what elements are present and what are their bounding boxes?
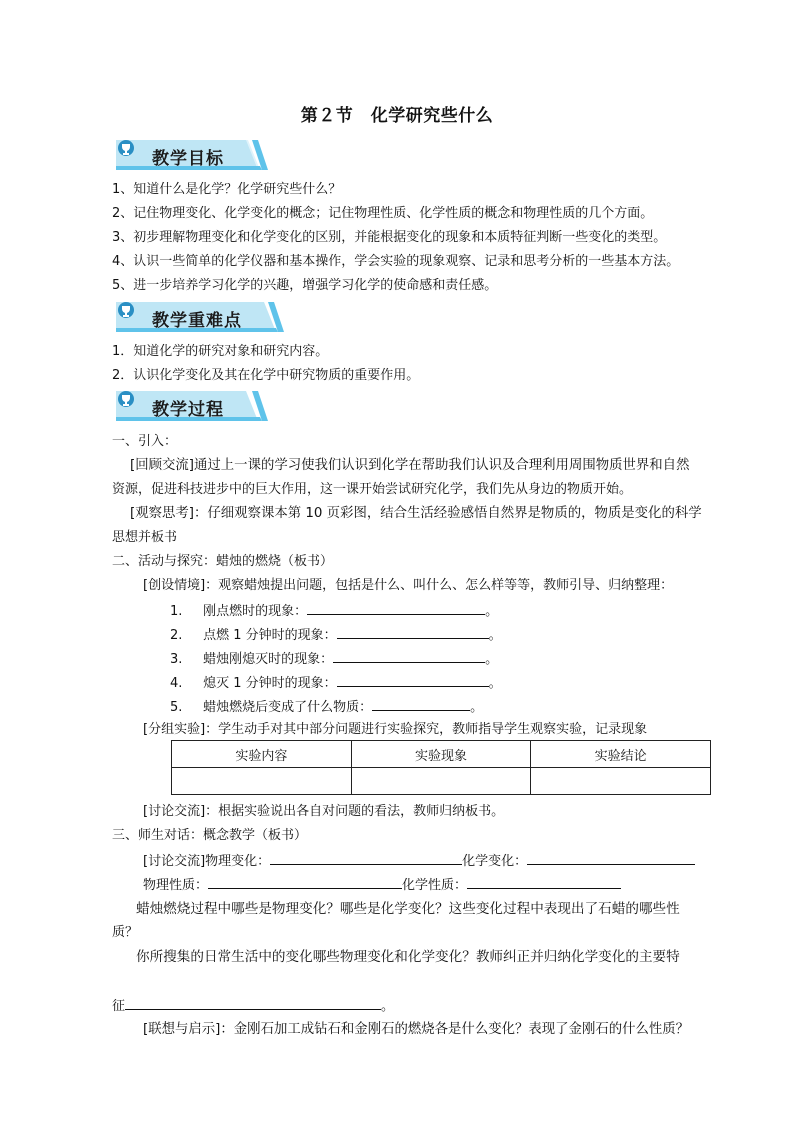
review-text: [回顾交流]通过上一课的学习使我们认识到化学在帮助我们认识及合理利用周围物质世界和自然 [130, 458, 690, 473]
answer-blank[interactable] [307, 601, 485, 615]
section-label: 教学过程 [152, 400, 224, 420]
keypoint-item: 1．知道化学的研究对象和研究内容。 [112, 344, 329, 359]
section-banner-keypoints [116, 302, 284, 332]
concept-line-properties: 物理性质： 化学性质： [143, 875, 621, 895]
activity-heading: 二、活动与探究：蜡烛的燃烧（板书） [112, 554, 334, 569]
observe-text: [观察思考]：仔细观察课本第 10 页彩图，结合生活经验感悟自然界是物质的，物质是变化的科学 [130, 506, 702, 521]
goal-item: 3、初步理解物理变化和化学变化的区别，并能根据变化的现象和本质特征判断一些变化的类型。 [112, 230, 667, 245]
table-header-cell: 实验现象 [351, 741, 531, 768]
table-cell-empty[interactable] [531, 768, 711, 795]
candle-question: 质？ [112, 925, 139, 940]
table-row [172, 768, 711, 795]
goal-item: 5、进一步培养学习化学的兴趣，增强学习化学的使命感和责任感。 [112, 278, 498, 293]
review-text: 资源，促进科技进步中的巨大作用，这一课开始尝试研究化学，我们先从身边的物质开始。 [112, 482, 633, 497]
association-text: [联想与启示]：金刚石加工成钻石和金刚石的燃烧各是什么变化？表现了金刚石的什么性质？ [143, 1022, 690, 1037]
trophy-icon [116, 140, 136, 158]
table-header-cell: 实验结论 [531, 741, 711, 768]
table-header-row [172, 741, 711, 768]
intro-heading: 一、引入： [112, 434, 178, 449]
answer-blank[interactable] [467, 875, 621, 889]
answer-blank[interactable] [337, 625, 489, 639]
trophy-icon [116, 302, 136, 320]
answer-blank[interactable] [270, 851, 462, 865]
goal-item: 2、记住物理变化、化学变化的概念；记住物理性质、化学性质的概念和物理性质的几个方面。 [112, 206, 654, 221]
table-cell-empty[interactable] [351, 768, 531, 795]
dialog-heading: 三、师生对话：概念教学（板书） [112, 828, 308, 843]
question-item: 1. 刚点燃时的现象： 。 [170, 601, 498, 621]
group-experiment-text: [分组实验]：学生动手对其中部分问题进行实验探究，教师指导学生观察实验，记录现象 [143, 722, 648, 737]
table-cell-empty[interactable] [172, 768, 352, 795]
question-item: 4. 熄灭 1 分钟时的现象： 。 [170, 673, 502, 693]
section-label: 教学目标 [152, 149, 224, 169]
goal-item: 4、认识一些简单的化学仪器和基本操作，学会实验的现象观察、记录和思考分析的一些基本方法。 [112, 254, 680, 269]
collect-question: 你所搜集的日常生活中的变化哪些物理变化和化学变化？教师纠正并归纳化学变化的主要特 [136, 949, 680, 965]
page-title: 第２节 化学研究些什么 [300, 106, 494, 126]
question-item: 5. 蜡烛燃烧后变成了什么物质： 。 [170, 697, 483, 717]
scenario-text: [创设情境]：观察蜡烛提出问题，包括是什么、叫什么、怎么样等等，教师引导、归纳整理： [143, 578, 674, 593]
observe-text: 思想并板书 [112, 530, 178, 545]
goal-item: 1、知道什么是化学？化学研究些什么？ [112, 182, 342, 197]
question-item: 3. 蜡烛刚熄灭时的现象： 。 [170, 649, 498, 669]
section-label: 教学重难点 [152, 311, 242, 331]
section-banner-goals [116, 140, 268, 170]
question-item: 2. 点燃 1 分钟时的现象： 。 [170, 625, 502, 645]
candle-question: 蜡烛燃烧过程中哪些是物理变化？哪些是化学变化？这些变化过程中表现出了石蜡的哪些性 [136, 901, 680, 917]
discuss-text: [讨论交流]：根据实验说出各自对问题的看法，教师归纳板书。 [143, 804, 505, 819]
concept-line-changes: [讨论交流]物理变化： 化学变化： [143, 851, 695, 871]
answer-blank[interactable] [527, 851, 695, 865]
trophy-icon [116, 391, 136, 409]
answer-blank[interactable] [372, 697, 470, 711]
answer-blank[interactable] [333, 649, 485, 663]
feature-line: 征 。 [112, 996, 394, 1016]
answer-blank[interactable] [337, 673, 489, 687]
experiment-table [171, 740, 711, 795]
keypoint-item: 2．认识化学变化及其在化学中研究物质的重要作用。 [112, 368, 420, 383]
answer-blank[interactable] [208, 875, 402, 889]
table-header-cell: 实验内容 [172, 741, 352, 768]
section-banner-process [116, 391, 268, 421]
answer-blank[interactable] [125, 996, 381, 1010]
